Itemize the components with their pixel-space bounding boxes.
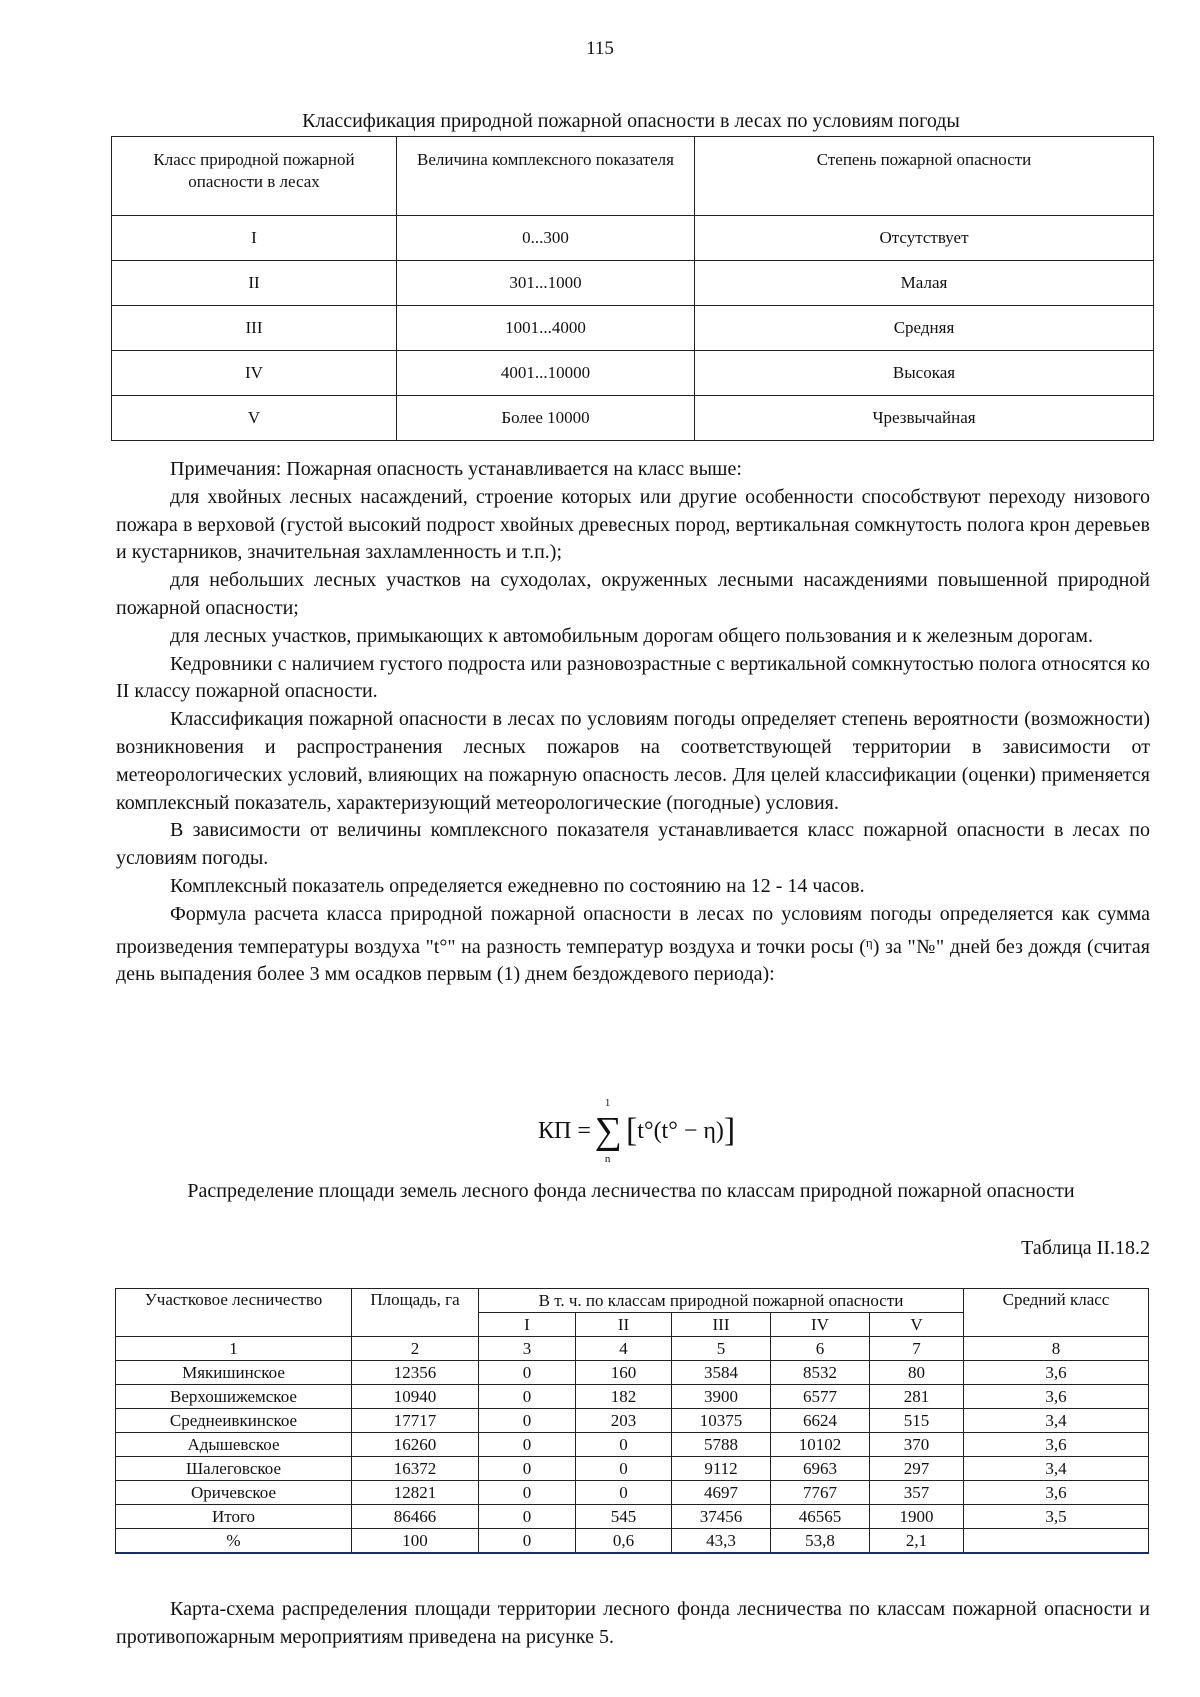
table-row [116,1457,1149,1481]
sum-upper-limit: 1 [604,1097,611,1109]
paragraph: для хвойных лесных насаждений, строение которых или другие особенности способствуют переходу низового пожара в верховой (густой высокий подрост хвойных древесных пород, вертикальная сомкнутость полога крон деревьев и кустарников, значительная захламленность и т.п.); [116,485,1150,564]
formula-lhs: КП = [538,1117,591,1144]
table-cell: 4697 [672,1481,771,1505]
table-cell: Отсутствует [695,216,1154,261]
sum-symbol [594,1097,622,1165]
table-header-row [112,137,1154,216]
table-cell: Шалеговское [116,1457,352,1481]
table-cell: 7767 [771,1481,870,1505]
paragraph: Кедровники с наличием густого подроста или разновозрастные с вертикальной сомкнутостью полога относятся ко II классу пожарной опасности. [116,652,1150,703]
table-header-row [116,1289,1149,1313]
table-cell: 0 [479,1433,576,1457]
table-cell: III [112,306,397,351]
table-cell: I [112,216,397,261]
table-cell: 0 [479,1529,576,1554]
header-cell: Участковое лесничество [116,1289,352,1337]
table-cell: 301...1000 [397,261,695,306]
table-cell: 0 [479,1505,576,1529]
table2-label: Таблица II.18.2 [1021,1237,1150,1259]
table-cell: 53,8 [771,1529,870,1554]
table-row-total [116,1505,1149,1529]
table-cell: 0,6 [576,1529,672,1554]
table-cell: 12356 [352,1361,479,1385]
table-cell: IV [112,351,397,396]
paragraph: Карта-схема распределения площади территории лесного фонда лесничества по классам пожарной опасности и противопожарным мероприятиям приведена на рисунке 5. [116,1598,1150,1648]
table-row [112,351,1154,396]
table2-title: Распределение площади земель лесного фонда лесничества по классам природной пожарной опасности [187,1180,1075,1202]
table-cell: 0...300 [397,216,695,261]
formula-description [116,901,1150,989]
table-row [116,1481,1149,1505]
table-cell: Малая [695,261,1154,306]
table-cell: 182 [576,1385,672,1409]
table-cell: Мякишинское [116,1361,352,1385]
table-cell: 515 [870,1409,964,1433]
paragraph: Классификация пожарной опасности в лесах по условиям погоды определяет степень вероятности (возможности) возникновения и распространения лесных пожаров на соответствующей территории в зависимости от метеорологических условий, влияющих на пожарную опасность лесов. Для целей классификации (оценки) применяется комплексный показатель, характеризующий метеорологические (погодные) условия. [116,708,1150,814]
header-cell: В т. ч. по классам природной пожарной опасности [479,1289,964,1313]
table-cell: II [112,261,397,306]
table-cell: 6624 [771,1409,870,1433]
table-cell: V [112,396,397,441]
table-cell: 1001...4000 [397,306,695,351]
table-row [116,1385,1149,1409]
table-row [112,216,1154,261]
table-cell: 16372 [352,1457,479,1481]
table-row [112,396,1154,441]
table-cell: 10102 [771,1433,870,1457]
table-cell: 281 [870,1385,964,1409]
table-cell: Чрезвычайная [695,396,1154,441]
eta-symbol: η [865,934,873,950]
table-row-percent [116,1529,1149,1554]
table-cell: 86466 [352,1505,479,1529]
table-cell: 0 [479,1409,576,1433]
table-cell: 17717 [352,1409,479,1433]
paragraph: Комплексный показатель определяется ежедневно по состоянию на 12 - 14 часов. [170,874,865,897]
table-cell: Верхошижемское [116,1385,352,1409]
paragraph: для лесных участков, примыкающих к автомобильным дорогам общего пользования и к железным дорогам. [170,624,1093,647]
area-distribution-table [115,1288,1149,1554]
table-cell: 8532 [771,1361,870,1385]
table-cell: 203 [576,1409,672,1433]
table-row [112,306,1154,351]
table-cell: 6 [771,1337,870,1361]
table-cell: 0 [479,1361,576,1385]
table-cell: 0 [479,1457,576,1481]
paragraph: Примечания: Пожарная опасность устанавливается на класс выше: [170,458,742,480]
header-cell: I [479,1313,576,1337]
fire-danger-classification-table [111,136,1154,441]
paragraph: В зависимости от величины комплексного показателя устанавливается класс пожарной опасности в лесах по условиям погоды. [116,819,1150,870]
bracket-open: [ [625,1112,638,1149]
table-cell: 6577 [771,1385,870,1409]
table-cell: 297 [870,1457,964,1481]
table-cell: 37456 [672,1505,771,1529]
table-cell: Более 10000 [397,396,695,441]
header-cell: Величина комплексного показателя [397,137,695,216]
table-cell: 10375 [672,1409,771,1433]
table-row [112,261,1154,306]
table-cell: 0 [576,1481,672,1505]
table-cell: 80 [870,1361,964,1385]
table-cell: % [116,1529,352,1554]
table-row [116,1409,1149,1433]
table-cell: 3,4 [964,1409,1149,1433]
table-cell: 6963 [771,1457,870,1481]
table-cell: 160 [576,1361,672,1385]
header-cell: Площадь, га [352,1289,479,1337]
table-row [116,1361,1149,1385]
table-cell: Итого [116,1505,352,1529]
header-cell: Средний класс [964,1289,1149,1337]
page-number: 115 [586,38,614,59]
table-cell: 3,5 [964,1505,1149,1529]
table-cell: 357 [870,1481,964,1505]
table-cell: 0 [576,1457,672,1481]
header-cell: V [870,1313,964,1337]
table-cell: 0 [576,1433,672,1457]
table-cell: 12821 [352,1481,479,1505]
table-cell: 3,4 [964,1457,1149,1481]
table-cell: 46565 [771,1505,870,1529]
table-cell: 2 [352,1337,479,1361]
table-cell: 43,3 [672,1529,771,1554]
table-cell: Адышевское [116,1433,352,1457]
table-cell: 100 [352,1529,479,1554]
table-cell: 5788 [672,1433,771,1457]
table-cell: 3,6 [964,1433,1149,1457]
header-cell: Степень пожарной опасности [695,137,1154,216]
header-cell: Класс природной пожарной опасности в лесах [112,137,397,216]
sigma: ∑ [594,1110,622,1152]
table-cell: 545 [576,1505,672,1529]
table-cell: 3900 [672,1385,771,1409]
table-cell: Оричевское [116,1481,352,1505]
table-cell: 16260 [352,1433,479,1457]
formula-body: t°(t° − η) [637,1117,724,1144]
table-cell: 3,6 [964,1361,1149,1385]
table-cell: 4 [576,1337,672,1361]
table-cell: 370 [870,1433,964,1457]
table-cell: 4001...10000 [397,351,695,396]
table-row [116,1433,1149,1457]
table-cell: Среднеивкинское [116,1409,352,1433]
bracket-close: ] [723,1112,736,1149]
table-cell: 7 [870,1337,964,1361]
column-number-row [116,1337,1149,1361]
paragraph-part: ) за "№" дней без дождя (считая день выпадения более 3 мм осадков первым (1) днем бездождевого периода): [116,935,1150,986]
table1-title: Классификация природной пожарной опасности в лесах по условиям погоды [302,110,960,132]
formula [538,1097,736,1165]
header-cell: IV [771,1313,870,1337]
paragraph-part: Формула расчета класса природной пожарной опасности в лесах по условиям погоды определяется как сумма произведения температуры воздуха "t°" на разность температур воздуха и точки росы ( [116,902,1150,958]
table-cell: 3,6 [964,1385,1149,1409]
paragraph: для небольших лесных участков на суходолах, окруженных лесными насаждениями повышенной природной пожарной опасности; [116,569,1150,619]
table-cell: 5 [672,1337,771,1361]
footer-text [116,1596,1150,1652]
table-cell: 1 [116,1337,352,1361]
table-cell: 3584 [672,1361,771,1385]
table-cell: 10940 [352,1385,479,1409]
notes-text [116,456,1150,989]
table-cell: 0 [479,1481,576,1505]
table-cell: 1900 [870,1505,964,1529]
table-cell: Высокая [695,351,1154,396]
header-cell: II [576,1313,672,1337]
table-cell: 9112 [672,1457,771,1481]
table-cell: 0 [479,1385,576,1409]
table-cell: 3,6 [964,1481,1149,1505]
table-cell: 2,1 [870,1529,964,1554]
table-cell [964,1529,1149,1554]
header-cell: III [672,1313,771,1337]
table-cell: 8 [964,1337,1149,1361]
table-cell: 3 [479,1337,576,1361]
table-cell: Средняя [695,306,1154,351]
sum-lower-limit: n [604,1153,611,1165]
